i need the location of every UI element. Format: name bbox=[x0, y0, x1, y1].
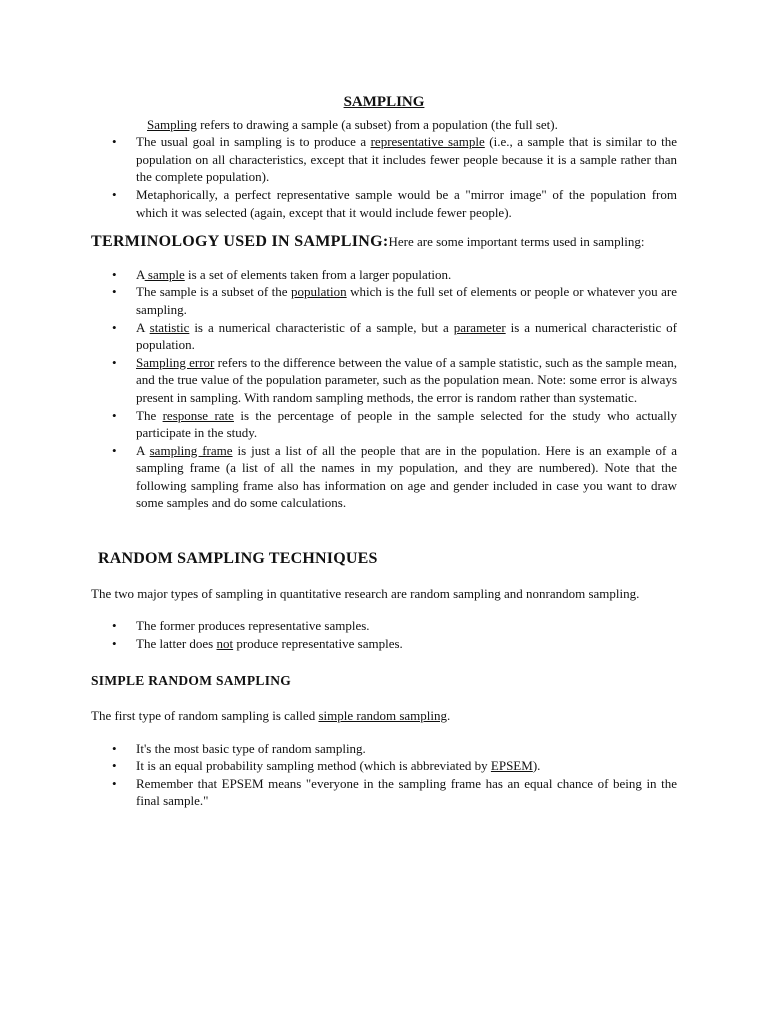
list-item: • Sampling error refers to the difference between the value of a sample statistic, such as the sample mean, and the true value of the population parameter, such as the population mean. Note: some error is always present in sampling. With random sampling methods, the error is random rather than systematic. bbox=[91, 354, 677, 407]
term-representative-sample: representative sample bbox=[370, 134, 485, 150]
random-sampling-heading: RANDOM SAMPLING TECHNIQUES bbox=[98, 550, 378, 568]
terminology-paragraph: TERMINOLOGY USED IN SAMPLING:Here are some important terms used in sampling: bbox=[91, 233, 645, 251]
list-item: • Metaphorically, a perfect representative sample would be a "mirror image" of the population from which it was selected (again, except that it would include fewer people). bbox=[91, 186, 677, 221]
simple-random-list bbox=[91, 740, 677, 810]
term-response-rate: response rate bbox=[162, 407, 234, 423]
list-item: • The response rate is the percentage of people in the sample selected for the study who actually participate in the study. bbox=[91, 407, 677, 442]
list-item: • A sample is a set of elements taken from a larger population. bbox=[91, 266, 677, 284]
term-sampling-frame: sampling frame bbox=[149, 442, 233, 458]
list-item: • It's the most basic type of random sampling. bbox=[91, 740, 677, 758]
list-item: • A sampling frame is just a list of all the people that are in the population. Here is an example of a sampling frame (a list of all the names in my population, and they are numbered). Note that the following sampling frame also has information on age and gender included in case you want to draw some samples and do some calculations. bbox=[91, 442, 677, 512]
term-not: not bbox=[216, 635, 234, 651]
term-sample: sample bbox=[144, 266, 185, 282]
term-epsem: EPSEM bbox=[490, 758, 533, 774]
list-item: • Remember that EPSEM means "everyone in the sampling frame has an equal chance of being in the final sample." bbox=[91, 775, 677, 810]
list-item: • It is an equal probability sampling method (which is abbreviated by EPSEM). bbox=[91, 757, 677, 775]
sampling-goal-list bbox=[91, 133, 677, 221]
term-statistic: statistic bbox=[149, 319, 190, 335]
simple-random-sampling-heading: SIMPLE RANDOM SAMPLING bbox=[91, 673, 292, 689]
list-item: • A statistic is a numerical characteristic of a sample, but a parameter is a numerical characteristic of population. bbox=[91, 319, 677, 354]
terminology-heading: TERMINOLOGY USED IN SAMPLING: bbox=[91, 233, 389, 251]
random-types-list bbox=[91, 617, 677, 652]
list-item: • The latter does not produce representative samples. bbox=[91, 635, 677, 653]
list-item: • The sample is a subset of the population which is the full set of elements or people or whatever you are sampling. bbox=[91, 283, 677, 318]
term-population: population bbox=[291, 284, 347, 300]
simple-random-paragraph: The first type of random sampling is called simple random sampling. bbox=[91, 708, 451, 724]
list-item: • The usual goal in sampling is to produce a representative sample (i.e., a sample that is similar to the population on all characteristics, except that it includes fewer people because it is a sample rather than the complete population). bbox=[91, 133, 677, 186]
term-simple-random-sampling: simple random sampling bbox=[318, 708, 447, 724]
intro-paragraph: Sampling refers to drawing a sample (a subset) from a population (the full set). bbox=[147, 116, 558, 132]
terminology-list bbox=[91, 266, 677, 512]
term-sampling-error: Sampling error bbox=[136, 354, 215, 370]
term-parameter: parameter bbox=[453, 319, 506, 335]
document-title: SAMPLING bbox=[343, 94, 425, 110]
list-item: • The former produces representative samples. bbox=[91, 617, 677, 635]
random-sampling-paragraph: The two major types of sampling in quantitative research are random sampling and nonrandom sampling. bbox=[91, 585, 640, 601]
term-sampling: Sampling bbox=[147, 116, 197, 132]
document-page bbox=[91, 94, 677, 810]
